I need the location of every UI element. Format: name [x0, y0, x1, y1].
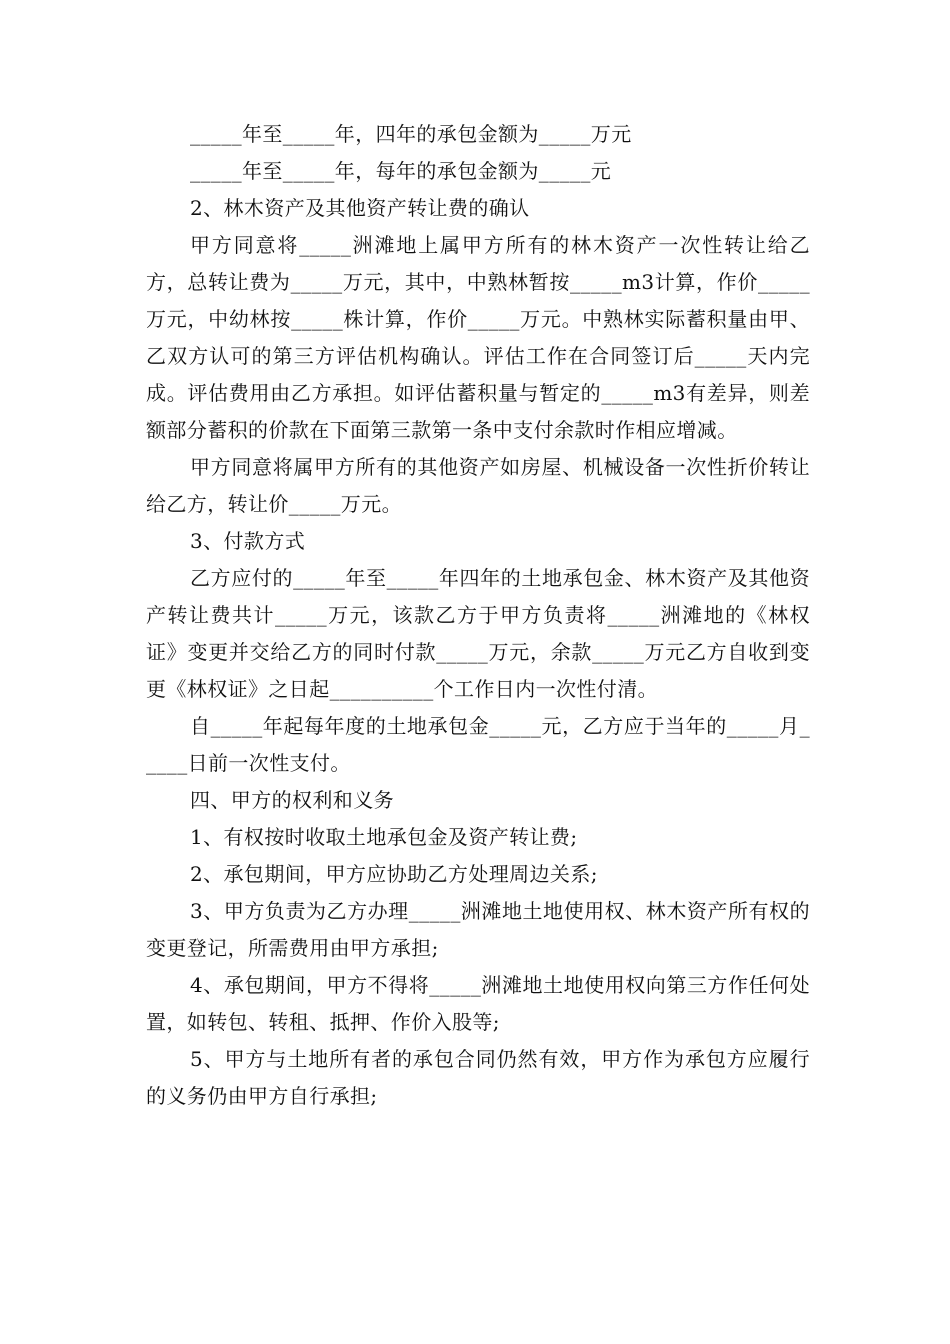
list-item-right-1: 1、有权按时收取土地承包金及资产转让费;	[190, 825, 578, 849]
annual-fee-line-each-year: _____年至_____年，每年的承包金额为_____元	[190, 159, 612, 183]
list-item-right-4: 4、承包期间，甲方不得将_____洲滩地土地使用权向第三方作任何处置，如转包、转租、抵押、作价入股等;	[146, 973, 810, 1034]
annual-fee-line-four-years: _____年至_____年，四年的承包金额为_____万元	[190, 122, 632, 146]
document-body	[146, 116, 810, 1115]
section-heading-asset-transfer: 2、林木资产及其他资产转让费的确认	[190, 196, 530, 220]
list-item-right-5: 5、甲方与土地所有者的承包合同仍然有效，甲方作为承包方应履行的义务仍由甲方自行承担;	[146, 1047, 810, 1108]
section-heading-payment: 3、付款方式	[190, 529, 306, 553]
paragraph-other-assets: 甲方同意将属甲方所有的其他资产如房屋、机械设备一次性折价转让给乙方，转让价_____万元。	[146, 455, 810, 516]
paragraph-forest-assets: 甲方同意将_____洲滩地上属甲方所有的林木资产一次性转让给乙方，总转让费为_____万元，其中，中熟林暂按_____m3计算，作价_____万元，中幼林按_____株计算，作价_____万元。中熟林实际蓄积量由甲、乙双方认可的第三方评估机构确认。评估工作在合同签订后_____天内完成。评估费用由乙方承担。如评估蓄积量与暂定的_____m3有差异，则差额部分蓄积的价款在下面第三款第一条中支付余款时作相应增减。	[146, 233, 810, 442]
list-item-right-2: 2、承包期间，甲方应协助乙方处理周边关系;	[190, 862, 598, 886]
paragraph-annual-payment: 自_____年起每年度的土地承包金_____元，乙方应于当年的_____月_____日前一次性支付。	[146, 714, 810, 775]
paragraph-payment-terms: 乙方应付的_____年至_____年四年的土地承包金、林木资产及其他资产转让费共计_____万元，该款乙方于甲方负责将_____洲滩地的《林权证》变更并交给乙方的同时付款_____万元，余款_____万元乙方自收到变更《林权证》之日起__________个工作日内一次性付清。	[146, 566, 810, 701]
section-heading-party-a-rights: 四、甲方的权利和义务	[190, 788, 394, 812]
list-item-right-3: 3、甲方负责为乙方办理_____洲滩地土地使用权、林木资产所有权的变更登记，所需费用由甲方承担;	[146, 899, 810, 960]
